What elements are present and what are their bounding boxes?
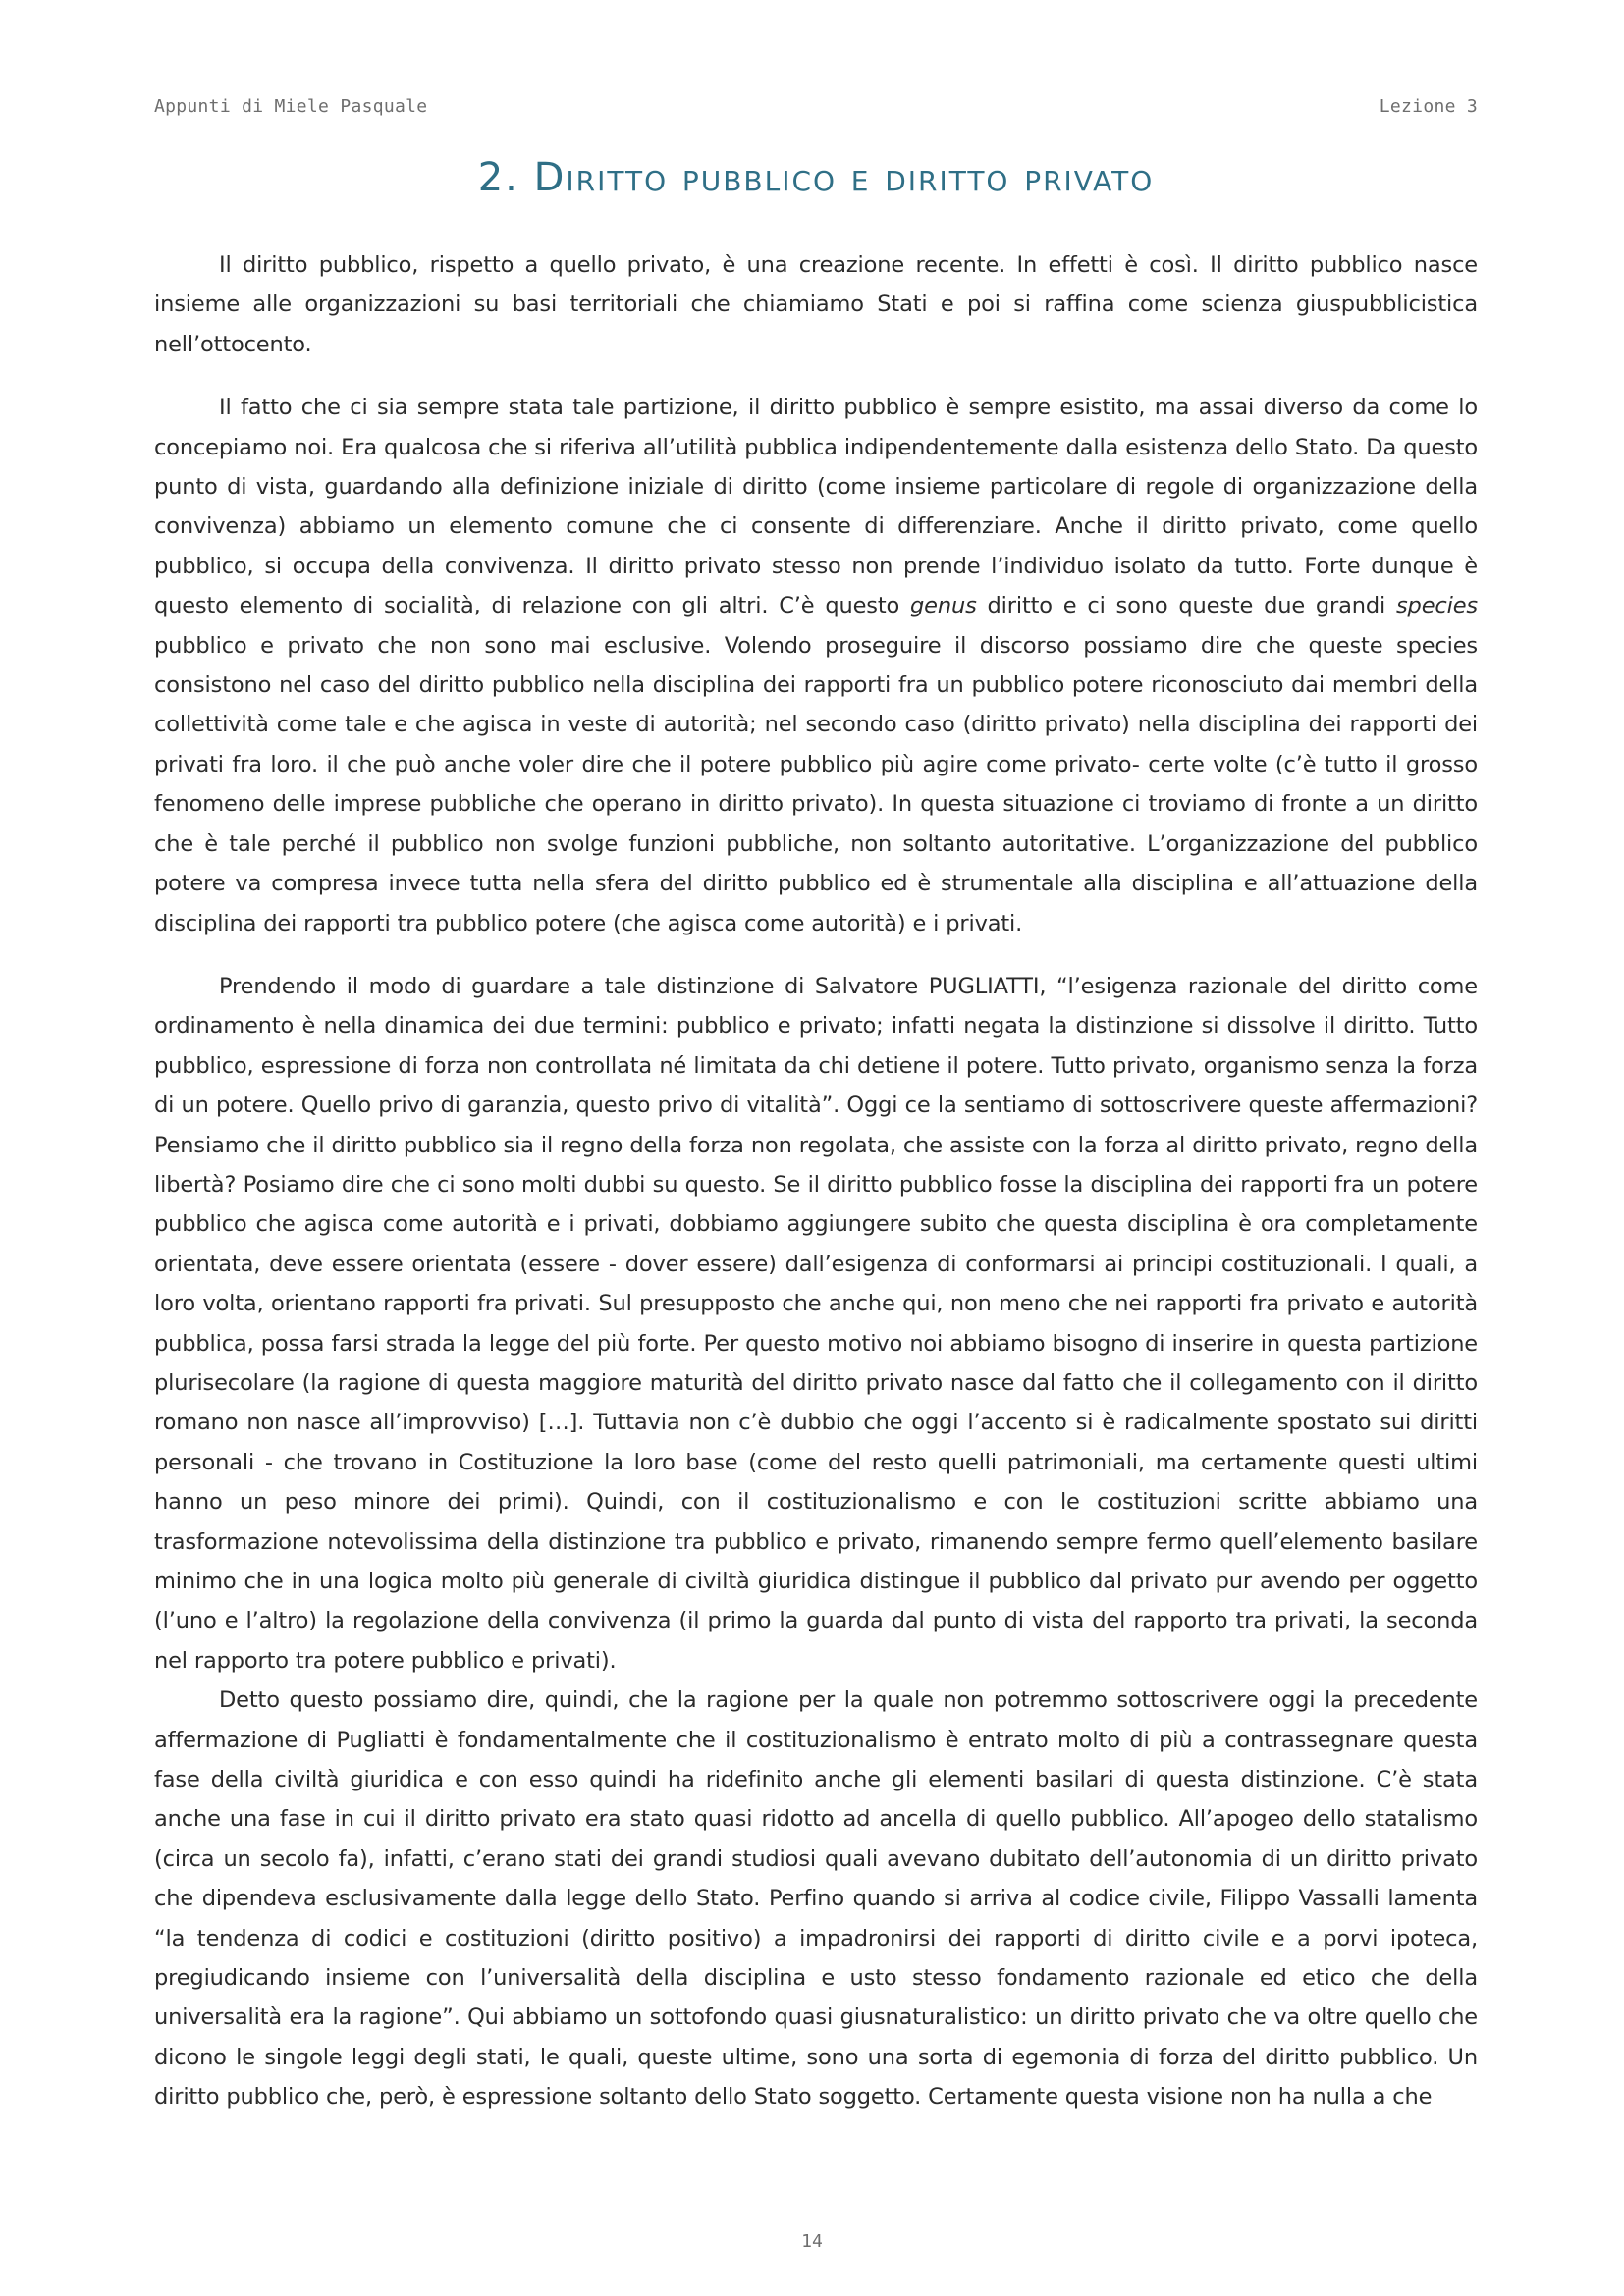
paragraph-2-part-2: diritto e ci sono queste due grandi: [976, 593, 1396, 619]
header-lesson: Lezione 3: [1379, 96, 1478, 117]
page-number: 14: [801, 2231, 823, 2252]
paragraph-2-part-3: pubblico e privato che non sono mai esclusive. Volendo proseguire il discorso possiamo dire che queste species consistono nel caso del diritto pubblico nella disciplina dei rapporti fra un pubblico potere riconosciuto dai membri della collettività come tale e che agisca in veste di autorità; nel secondo caso (diritto privato) nella disciplina dei rapporti dei privati fra loro. il che può anche voler dire che il potere pubblico più agire come privato- certe volte (c’è tutto il grosso fenomeno delle imprese pubbliche che operano in diritto privato). In questa situazione ci troviamo di fronte a un diritto che è tale perché il pubblico non svolge funzioni pubbliche, non soltanto autoritative. L’organizzazione del pubblico potere va compresa invece tutta nella sfera del diritto pubblico ed è strumentale alla disciplina e all’attuazione della disciplina dei rapporti tra pubblico potere (che agisca come autorità) e i privati.: [154, 632, 1478, 936]
paragraph-1: Il diritto pubblico, rispetto a quello privato, è una creazione recente. In effetti è così. Il diritto pubblico nasce insieme alle organizzazioni su basi territoriali che chiamiamo Stati e poi si raffina come scienza giuspubblicistica nell’ottocento.: [154, 252, 1478, 357]
paragraph-2-part-1: Il fatto che ci sia sempre stata tale partizione, il diritto pubblico è sempre esistito, ma assai diverso da come lo concepiamo noi. Era qualcosa che si riferiva all’utilità pubblica indipendentemente dalla esistenza dello Stato. Da questo punto di vista, guardando alla definizione iniziale di diritto (come insieme particolare di regole di organizzazione della convivenza) abbiamo un elemento comune che ci consente di differenziare. Anche il diritto privato, come quello pubblico, si occupa della convivenza. Il diritto privato stesso non prende l’individuo isolato da tutto. Forte dunque è questo elemento di socialità, di relazione con gli altri. C’è questo: [154, 395, 1478, 619]
paragraph-2: [154, 388, 1478, 943]
body-text: [154, 245, 1478, 2117]
section-title: 2. Diritto pubblico e diritto privato: [477, 155, 1155, 200]
italic-genus: genus: [910, 593, 977, 619]
italic-species: species: [1395, 593, 1478, 619]
paragraph-3: Prendendo il modo di guardare a tale distinzione di Salvatore PUGLIATTI, “l’esigenza razionale del diritto come ordinamento è nella dinamica dei due termini: pubblico e privato; infatti negata la distinzione si dissolve il diritto. Tutto pubblico, espressione di forza non controllata né limitata da chi detiene il potere. Tutto privato, organismo senza la forza di un potere. Quello privo di garanzia, questo privo di vitalità”. Oggi ce la sentiamo di sottoscrivere queste affermazioni? Pensiamo che il diritto pubblico sia il regno della forza non regolata, che assiste con la forza al diritto privato, regno della libertà? Posiamo dire che ci sono molti dubbi su questo. Se il diritto pubblico fosse la disciplina dei rapporti fra un potere pubblico che agisca come autorità e i privati, dobbiamo aggiungere subito che questa disciplina è ora completamente orientata, deve essere orientata (essere - dover essere) dall’esigenza di conformarsi ai principi costituzionali. I quali, a loro volta, orientano rapporti fra privati. Sul presupposto che anche qui, non meno che nei rapporti fra privato e autorità pubblica, possa farsi strada la legge del più forte. Per questo motivo noi abbiamo bisogno di inserire in questa partizione plurisecolare (la ragione di questa maggiore maturità del diritto privato nasce dal fatto che il collegamento con il diritto romano non nasce all’improvviso) […]. Tuttavia non c’è dubbio che oggi l’accento si è radicalmente spostato sui diritti personali - che trovano in Costituzione la loro base (come del resto quelli patrimoniali, ma certamente questi ultimi hanno un peso minore dei primi). Quindi, con il costituzionalismo e con le costituzioni scritte abbiamo una trasformazione notevolissima della distinzione tra pubblico e privato, rimanendo sempre fermo quell’elemento basilare minimo che in una logica molto più generale di civiltà giuridica distingue il pubblico dal privato pur avendo per oggetto (l’uno e l’altro) la regolazione della convivenza (il primo la guarda dal punto di vista del rapporto tra privati, la seconda nel rapporto tra potere pubblico e privati).: [154, 973, 1478, 1674]
header-author: Appunti di Miele Pasquale: [154, 96, 428, 117]
paragraph-4: Detto questo possiamo dire, quindi, che la ragione per la quale non potremmo sottoscrivere oggi la precedente affermazione di Pugliatti è fondamentalmente che il costituzionalismo è entrato molto di più a contrassegnare questa fase della civiltà giuridica e con esso quindi ha ridefinito anche gli elementi basilari di questa distinzione. C’è stata anche una fase in cui il diritto privato era stato quasi ridotto ad ancella di quello pubblico. All’apogeo dello statalismo (circa un secolo fa), infatti, c’erano stati dei grandi studiosi quali avevano dubitato dell’autonomia di un diritto privato che dipendeva esclusivamente dalla legge dello Stato. Perfino quando si arriva al codice civile, Filippo Vassalli lamenta “la tendenza di codici e costituzioni (diritto positivo) a impadronirsi dei rapporti di diritto civile e a porvi ipoteca, pregiudicando insieme con l’universalità della disciplina e usto stesso fondamento razionale ed etico che della universalità era la ragione”. Qui abbiamo un sottofondo quasi giusnaturalistico: un diritto privato che va oltre quello che dicono le singole leggi degli stati, le quali, queste ultime, sono una sorta di egemonia di forza del diritto pubblico. Un diritto pubblico che, però, è espressione soltanto dello Stato soggetto. Certamente questa visione non ha nulla a che: [154, 1687, 1478, 2110]
running-header: [154, 96, 1478, 117]
